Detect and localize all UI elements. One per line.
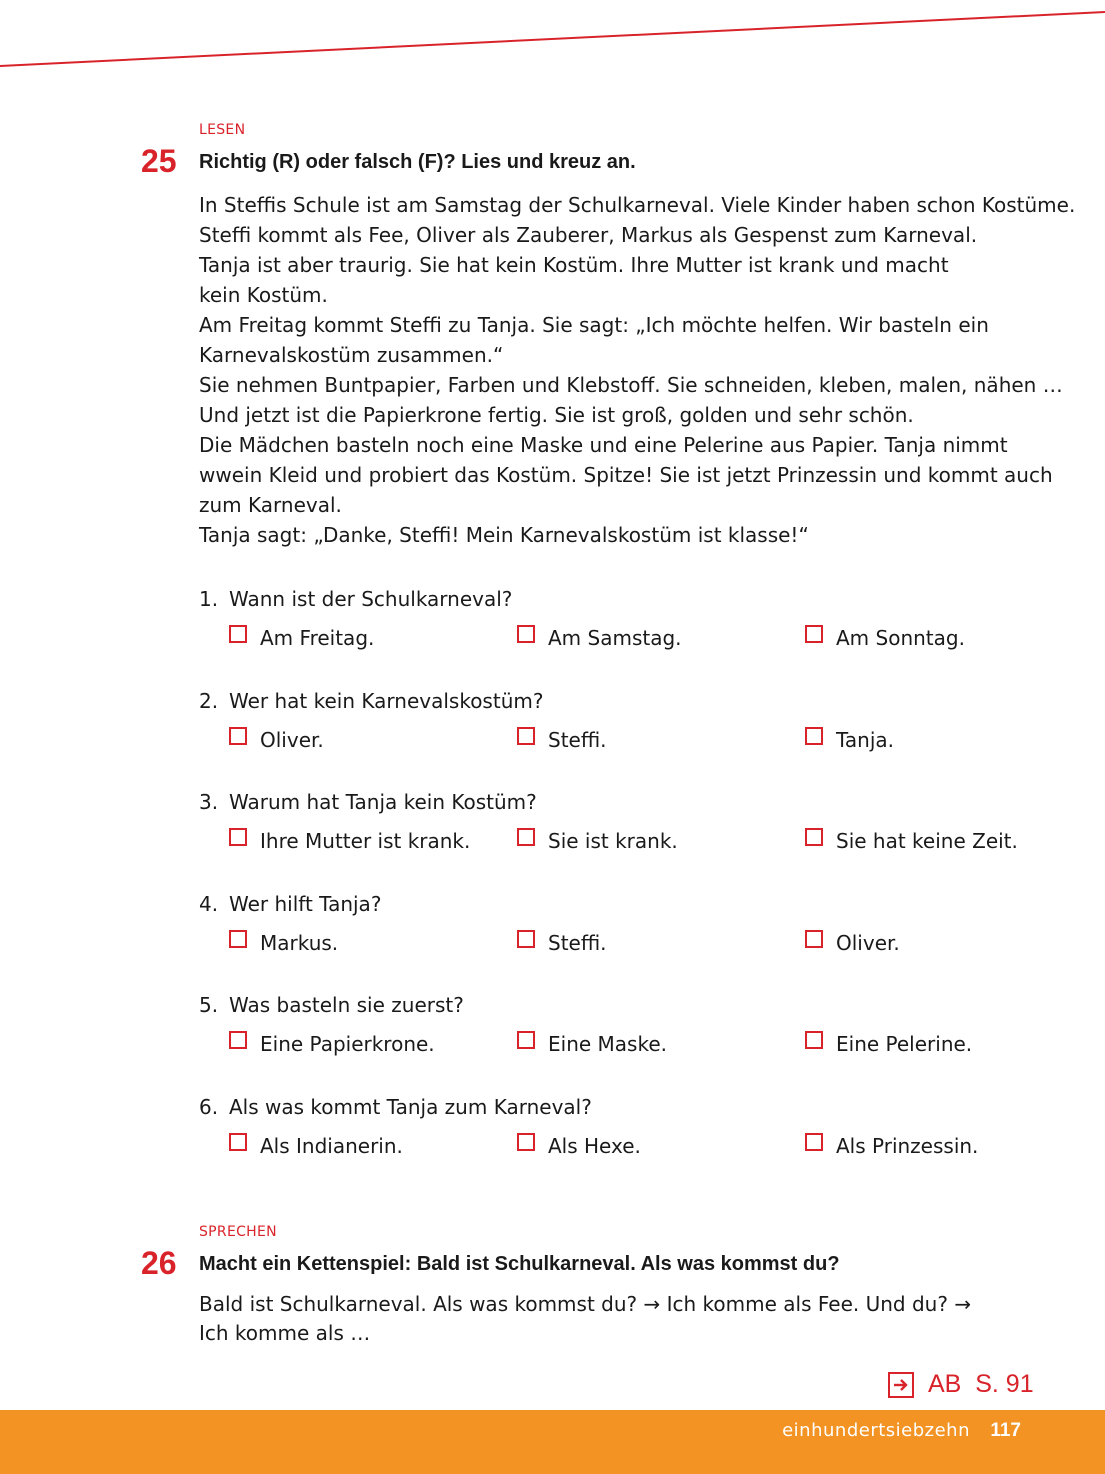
option-label: Steffi.	[548, 728, 607, 752]
question-text: Was basteln sie zuerst?	[229, 993, 464, 1017]
answer-options	[199, 1128, 1059, 1164]
checkbox[interactable]	[805, 625, 823, 643]
checkbox[interactable]	[229, 828, 247, 846]
chain-game-line: Ich komme als …	[199, 1321, 371, 1345]
option-label: Ihre Mutter ist krank.	[260, 829, 471, 853]
answer-option[interactable]	[517, 722, 607, 758]
answer-option[interactable]	[517, 823, 678, 859]
checkbox[interactable]	[805, 828, 823, 846]
answer-option[interactable]	[229, 1026, 435, 1062]
passage-line: zum Karneval.	[199, 493, 342, 517]
chain-game-text	[199, 1290, 971, 1348]
top-divider-line	[0, 0, 1105, 80]
option-label: Als Hexe.	[548, 1134, 641, 1158]
passage-line: Und jetzt ist die Papierkrone fertig. Sie ist groß, golden und sehr schön.	[199, 403, 914, 427]
question-number: 4.	[199, 892, 219, 916]
checkbox[interactable]	[805, 1031, 823, 1049]
answer-option[interactable]	[517, 620, 682, 656]
checkbox[interactable]	[229, 625, 247, 643]
question-text: Wer hat kein Karnevalskostüm?	[229, 689, 544, 713]
passage-line: kein Kostüm.	[199, 283, 328, 307]
option-label: Sie hat keine Zeit.	[836, 829, 1018, 853]
option-label: Eine Maske.	[548, 1032, 667, 1056]
option-label: Eine Pelerine.	[836, 1032, 973, 1056]
checkbox[interactable]	[229, 1031, 247, 1049]
option-label: Oliver.	[836, 931, 900, 955]
answer-option[interactable]	[517, 1128, 641, 1164]
question-text: Warum hat Tanja kein Kostüm?	[229, 790, 537, 814]
option-label: Steffi.	[548, 931, 607, 955]
option-label: Sie ist krank.	[548, 829, 678, 853]
question-number: 1.	[199, 587, 219, 611]
answer-option[interactable]	[805, 925, 900, 961]
answer-options	[199, 925, 1059, 961]
checkbox[interactable]	[229, 1133, 247, 1151]
passage-line: Karnevalskostüm zusammen.“	[199, 343, 504, 367]
option-label: Eine Papierkrone.	[260, 1032, 435, 1056]
page-footer	[0, 1410, 1105, 1474]
answer-options	[199, 1026, 1059, 1062]
passage-line: Steffi kommt als Fee, Oliver als Zauberer, Markus als Gespenst zum Karneval.	[199, 223, 978, 247]
workbook-reference-text: AB S. 91	[928, 1370, 1034, 1398]
passage-line: Die Mädchen basteln noch eine Maske und eine Pelerine aus Papier. Tanja nimmt	[199, 433, 1008, 457]
page-number: 117	[990, 1420, 1021, 1441]
passage-line: In Steffis Schule ist am Samstag der Schulkarneval. Viele Kinder haben schon Kostüme.	[199, 193, 1076, 217]
passage-line: Am Freitag kommt Steffi zu Tanja. Sie sagt: „Ich möchte helfen. Wir basteln ein	[199, 313, 989, 337]
question-number: 5.	[199, 993, 219, 1017]
question-6	[199, 1092, 1059, 1164]
question-1	[199, 584, 1059, 656]
answer-option[interactable]	[805, 620, 965, 656]
checkbox[interactable]	[517, 1031, 535, 1049]
arrow-right-box-icon	[888, 1372, 914, 1398]
answer-option[interactable]	[805, 722, 894, 758]
section-tag-lesen: LESEN	[199, 122, 246, 138]
checkbox[interactable]	[517, 625, 535, 643]
checkbox[interactable]	[805, 1133, 823, 1151]
question-5	[199, 990, 1059, 1062]
answer-option[interactable]	[517, 925, 607, 961]
option-label: Tanja.	[836, 728, 895, 752]
option-label: Markus.	[260, 931, 339, 955]
question-4	[199, 889, 1059, 961]
question-text: Wer hilft Tanja?	[229, 892, 382, 916]
passage-line: Tanja ist aber traurig. Sie hat kein Kostüm. Ihre Mutter ist krank und macht	[199, 253, 949, 277]
passage-line: wwein Kleid und probiert das Kostüm. Spitze! Sie ist jetzt Prinzessin und kommt auch	[199, 463, 1053, 487]
question-number: 6.	[199, 1095, 219, 1119]
option-label: Am Freitag.	[260, 626, 375, 650]
workbook-reference[interactable]	[888, 1370, 1034, 1399]
checkbox[interactable]	[517, 930, 535, 948]
question-number: 3.	[199, 790, 219, 814]
answer-option[interactable]	[229, 823, 470, 859]
reading-passage	[199, 190, 1076, 550]
checkbox[interactable]	[229, 727, 247, 745]
passage-line: Tanja sagt: „Danke, Steffi! Mein Karnevalskostüm ist klasse!“	[199, 523, 809, 547]
answer-option[interactable]	[229, 620, 374, 656]
answer-option[interactable]	[229, 925, 338, 961]
answer-option[interactable]	[517, 1026, 667, 1062]
page-number-word: einhundertsiebzehn	[782, 1420, 970, 1441]
exercise-number-25: 25	[141, 143, 177, 179]
question-text: Als was kommt Tanja zum Karneval?	[229, 1095, 592, 1119]
answer-options	[199, 620, 1059, 656]
option-label: Am Sonntag.	[836, 626, 965, 650]
checkbox[interactable]	[805, 930, 823, 948]
checkbox[interactable]	[517, 727, 535, 745]
question-number: 2.	[199, 689, 219, 713]
answer-option[interactable]	[805, 1128, 978, 1164]
chain-game-line: Bald ist Schulkarneval. Als was kommst du? → Ich komme als Fee. Und du? →	[199, 1292, 972, 1316]
exercise-number-26: 26	[141, 1245, 177, 1281]
answer-option[interactable]	[229, 1128, 403, 1164]
question-3	[199, 787, 1059, 859]
answer-option[interactable]	[229, 722, 324, 758]
option-label: Als Indianerin.	[260, 1134, 403, 1158]
question-text: Wann ist der Schulkarneval?	[229, 587, 513, 611]
answer-options	[199, 722, 1059, 758]
exercise-title-26: Macht ein Kettenspiel: Bald ist Schulkarneval. Als was kommst du?	[199, 1253, 840, 1275]
checkbox[interactable]	[517, 828, 535, 846]
checkbox[interactable]	[229, 930, 247, 948]
answer-option[interactable]	[805, 823, 1018, 859]
option-label: Am Samstag.	[548, 626, 682, 650]
question-2	[199, 686, 1059, 758]
option-label: Als Prinzessin.	[836, 1134, 979, 1158]
option-label: Oliver.	[260, 728, 324, 752]
answer-options	[199, 823, 1059, 859]
passage-line: Sie nehmen Buntpapier, Farben und Klebstoff. Sie schneiden, kleben, malen, nähen …	[199, 373, 1063, 397]
exercise-title-25: Richtig (R) oder falsch (F)? Lies und kreuz an.	[199, 151, 636, 173]
checkbox[interactable]	[517, 1133, 535, 1151]
section-tag-sprechen: SPRECHEN	[199, 1224, 277, 1240]
answer-option[interactable]	[805, 1026, 972, 1062]
checkbox[interactable]	[805, 727, 823, 745]
